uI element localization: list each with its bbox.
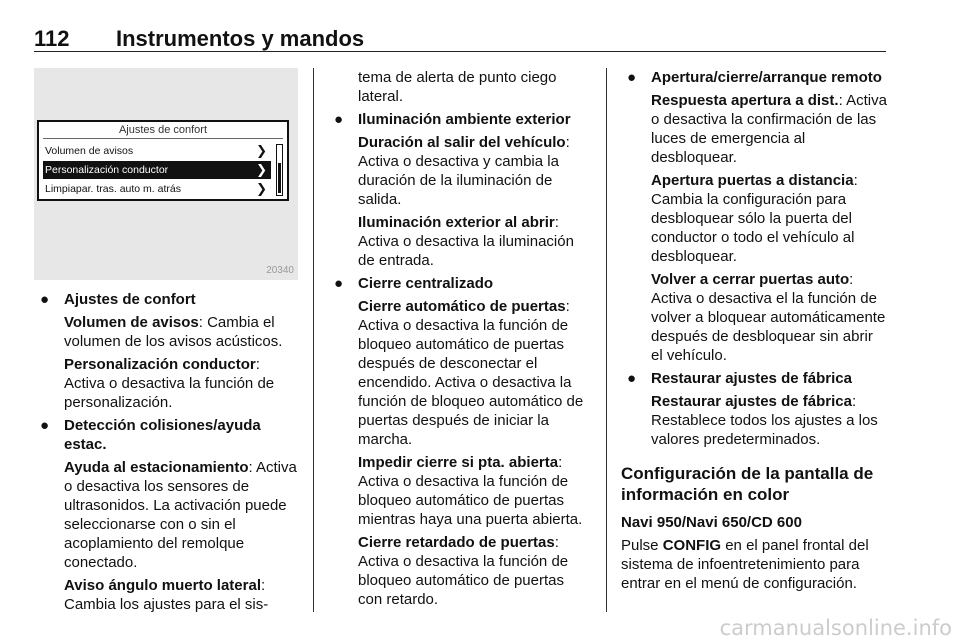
body-paragraph	[621, 536, 887, 593]
header-rule	[34, 51, 886, 52]
chevron-right-icon: ❯	[256, 181, 267, 196]
page-title: Instrumentos y mandos	[116, 26, 365, 51]
chevron-right-icon: ❯	[256, 162, 267, 177]
menu-scrollbar[interactable]	[276, 144, 283, 196]
setting-text: : Activa o desactiva la confirmación de las luces de emergencia al desbloquear.	[651, 92, 887, 166]
column-2	[328, 68, 592, 613]
continued-text: tema de alerta de punto ciego lateral.	[358, 69, 557, 105]
comfort-settings-figure	[34, 68, 298, 280]
setting-text: : Activa o desactiva los sensores de ultrasonidos. La activación puede seleccionarse con o sin el acoplamiento del remolque conectado.	[64, 459, 297, 571]
bullet-icon: ●	[40, 291, 50, 308]
menu-item-label: Volumen de avisos	[45, 145, 134, 157]
setting-text: : Activa o desactiva la función de bloqueo automático de puertas mientras haya una puerta abierta.	[358, 454, 583, 528]
item-heading: Iluminación ambiente exterior	[358, 111, 571, 128]
menu-title: Ajustes de confort	[118, 124, 208, 136]
setting-text: : Restablece todos los ajustes a los valores predeterminados.	[651, 393, 878, 448]
list-item	[328, 274, 592, 293]
setting-description	[328, 297, 592, 449]
setting-description	[621, 270, 887, 365]
watermark: carmanualsonline.info	[719, 616, 952, 640]
column-divider	[313, 68, 314, 612]
list-item	[34, 290, 298, 309]
item-heading: Ajustes de confort	[64, 291, 196, 308]
setting-term: Cierre retardado de puertas	[358, 534, 555, 551]
subsection-heading: Navi 950/Navi 650/CD 600	[621, 514, 802, 531]
list-item	[34, 416, 298, 454]
setting-description	[34, 458, 298, 572]
item-heading: Restaurar ajustes de fábrica	[651, 370, 852, 387]
setting-term: Personalización conductor	[64, 356, 256, 373]
setting-term: Volumen de avisos	[64, 314, 199, 331]
setting-text: : Activa o desactiva la iluminación de entrada.	[358, 214, 574, 269]
setting-term: Cierre automático de puertas	[358, 298, 566, 315]
bullet-icon: ●	[627, 69, 637, 86]
column-1	[34, 290, 298, 618]
setting-description	[34, 313, 298, 351]
bullet-icon: ●	[627, 370, 637, 387]
body-text: en el panel frontal del sistema de infoentretenimiento para entrar en el menú de configuración.	[621, 537, 869, 592]
chevron-right-icon: ❯	[256, 143, 267, 158]
setting-term: Restaurar ajustes de fábrica	[651, 393, 852, 410]
setting-description	[328, 213, 592, 270]
page-header	[34, 26, 886, 52]
setting-description	[621, 91, 887, 167]
list-item	[621, 369, 887, 388]
column-3	[621, 68, 887, 597]
page-number: 112	[34, 26, 70, 51]
setting-text: : Activa o desactiva la función de personalización.	[64, 356, 275, 411]
comfort-settings-menu	[37, 120, 289, 201]
item-heading: Apertura/cierre/arranque remoto	[651, 69, 882, 86]
section-heading: Configuración de la pantalla de información en color	[621, 464, 874, 504]
setting-text: : Cambia los ajustes para el sis-	[64, 577, 269, 613]
list-item	[328, 110, 592, 129]
setting-description	[328, 133, 592, 209]
setting-description	[621, 171, 887, 266]
config-key-label: CONFIG	[662, 537, 722, 554]
setting-term: Aviso ángulo muerto lateral	[64, 577, 261, 594]
menu-item-label: Personalización conductor	[45, 164, 169, 176]
body-text: Pulse	[621, 537, 663, 554]
menu-item-limpiapar[interactable]	[43, 180, 271, 198]
menu-item-volumen[interactable]	[43, 142, 271, 160]
item-heading: Detección colisiones/ayuda estac.	[64, 417, 261, 453]
setting-text: : Cambia el volumen de los avisos acústicos.	[64, 314, 283, 350]
setting-term: Impedir cierre si pta. abierta	[358, 454, 559, 471]
setting-term: Duración al salir del vehículo	[358, 134, 566, 151]
setting-description	[328, 453, 592, 529]
setting-text: : Activa o desactiva el la función de volver a bloquear automáticamente después de desbloquear sin abrir el vehículo.	[651, 271, 886, 364]
setting-description	[34, 355, 298, 412]
bullet-icon: ●	[40, 417, 50, 434]
setting-term: Apertura puertas a distancia	[651, 172, 854, 189]
setting-term: Ayuda al estacionamiento	[64, 459, 249, 476]
column-divider	[606, 68, 607, 612]
bullet-icon: ●	[334, 111, 344, 128]
menu-item-label: Limpiapar. tras. auto m. atrás	[45, 183, 181, 195]
scrollbar-thumb[interactable]	[278, 163, 281, 193]
setting-term: Volver a cerrar puertas auto	[651, 271, 850, 288]
setting-term: Iluminación exterior al abrir	[358, 214, 555, 231]
figure-number: 20340	[266, 265, 294, 276]
list-item	[621, 68, 887, 87]
setting-description	[621, 392, 887, 449]
setting-text: : Activa o desactiva la función de bloqueo automático de puertas después de desconectar el encendido. Activa o desactiva la función de bloqueo automático de puertas después de iniciar la marcha.	[358, 298, 584, 448]
setting-description	[34, 576, 298, 614]
item-heading: Cierre centralizado	[358, 275, 494, 292]
setting-term: Respuesta apertura a dist.	[651, 92, 839, 109]
setting-text: : Cambia la configuración para desbloquear sólo la puerta del conductor o todo el vehículo al desbloquear.	[651, 172, 858, 265]
menu-divider	[43, 138, 283, 139]
setting-text: : Activa o desactiva la función de bloqueo automático de puertas con retardo.	[358, 534, 569, 608]
setting-description	[328, 533, 592, 609]
menu-item-personalizacion[interactable]	[43, 161, 271, 179]
setting-text: : Activa o desactiva y cambia la duración de la iluminación de salida.	[358, 134, 570, 208]
bullet-icon: ●	[334, 275, 344, 292]
